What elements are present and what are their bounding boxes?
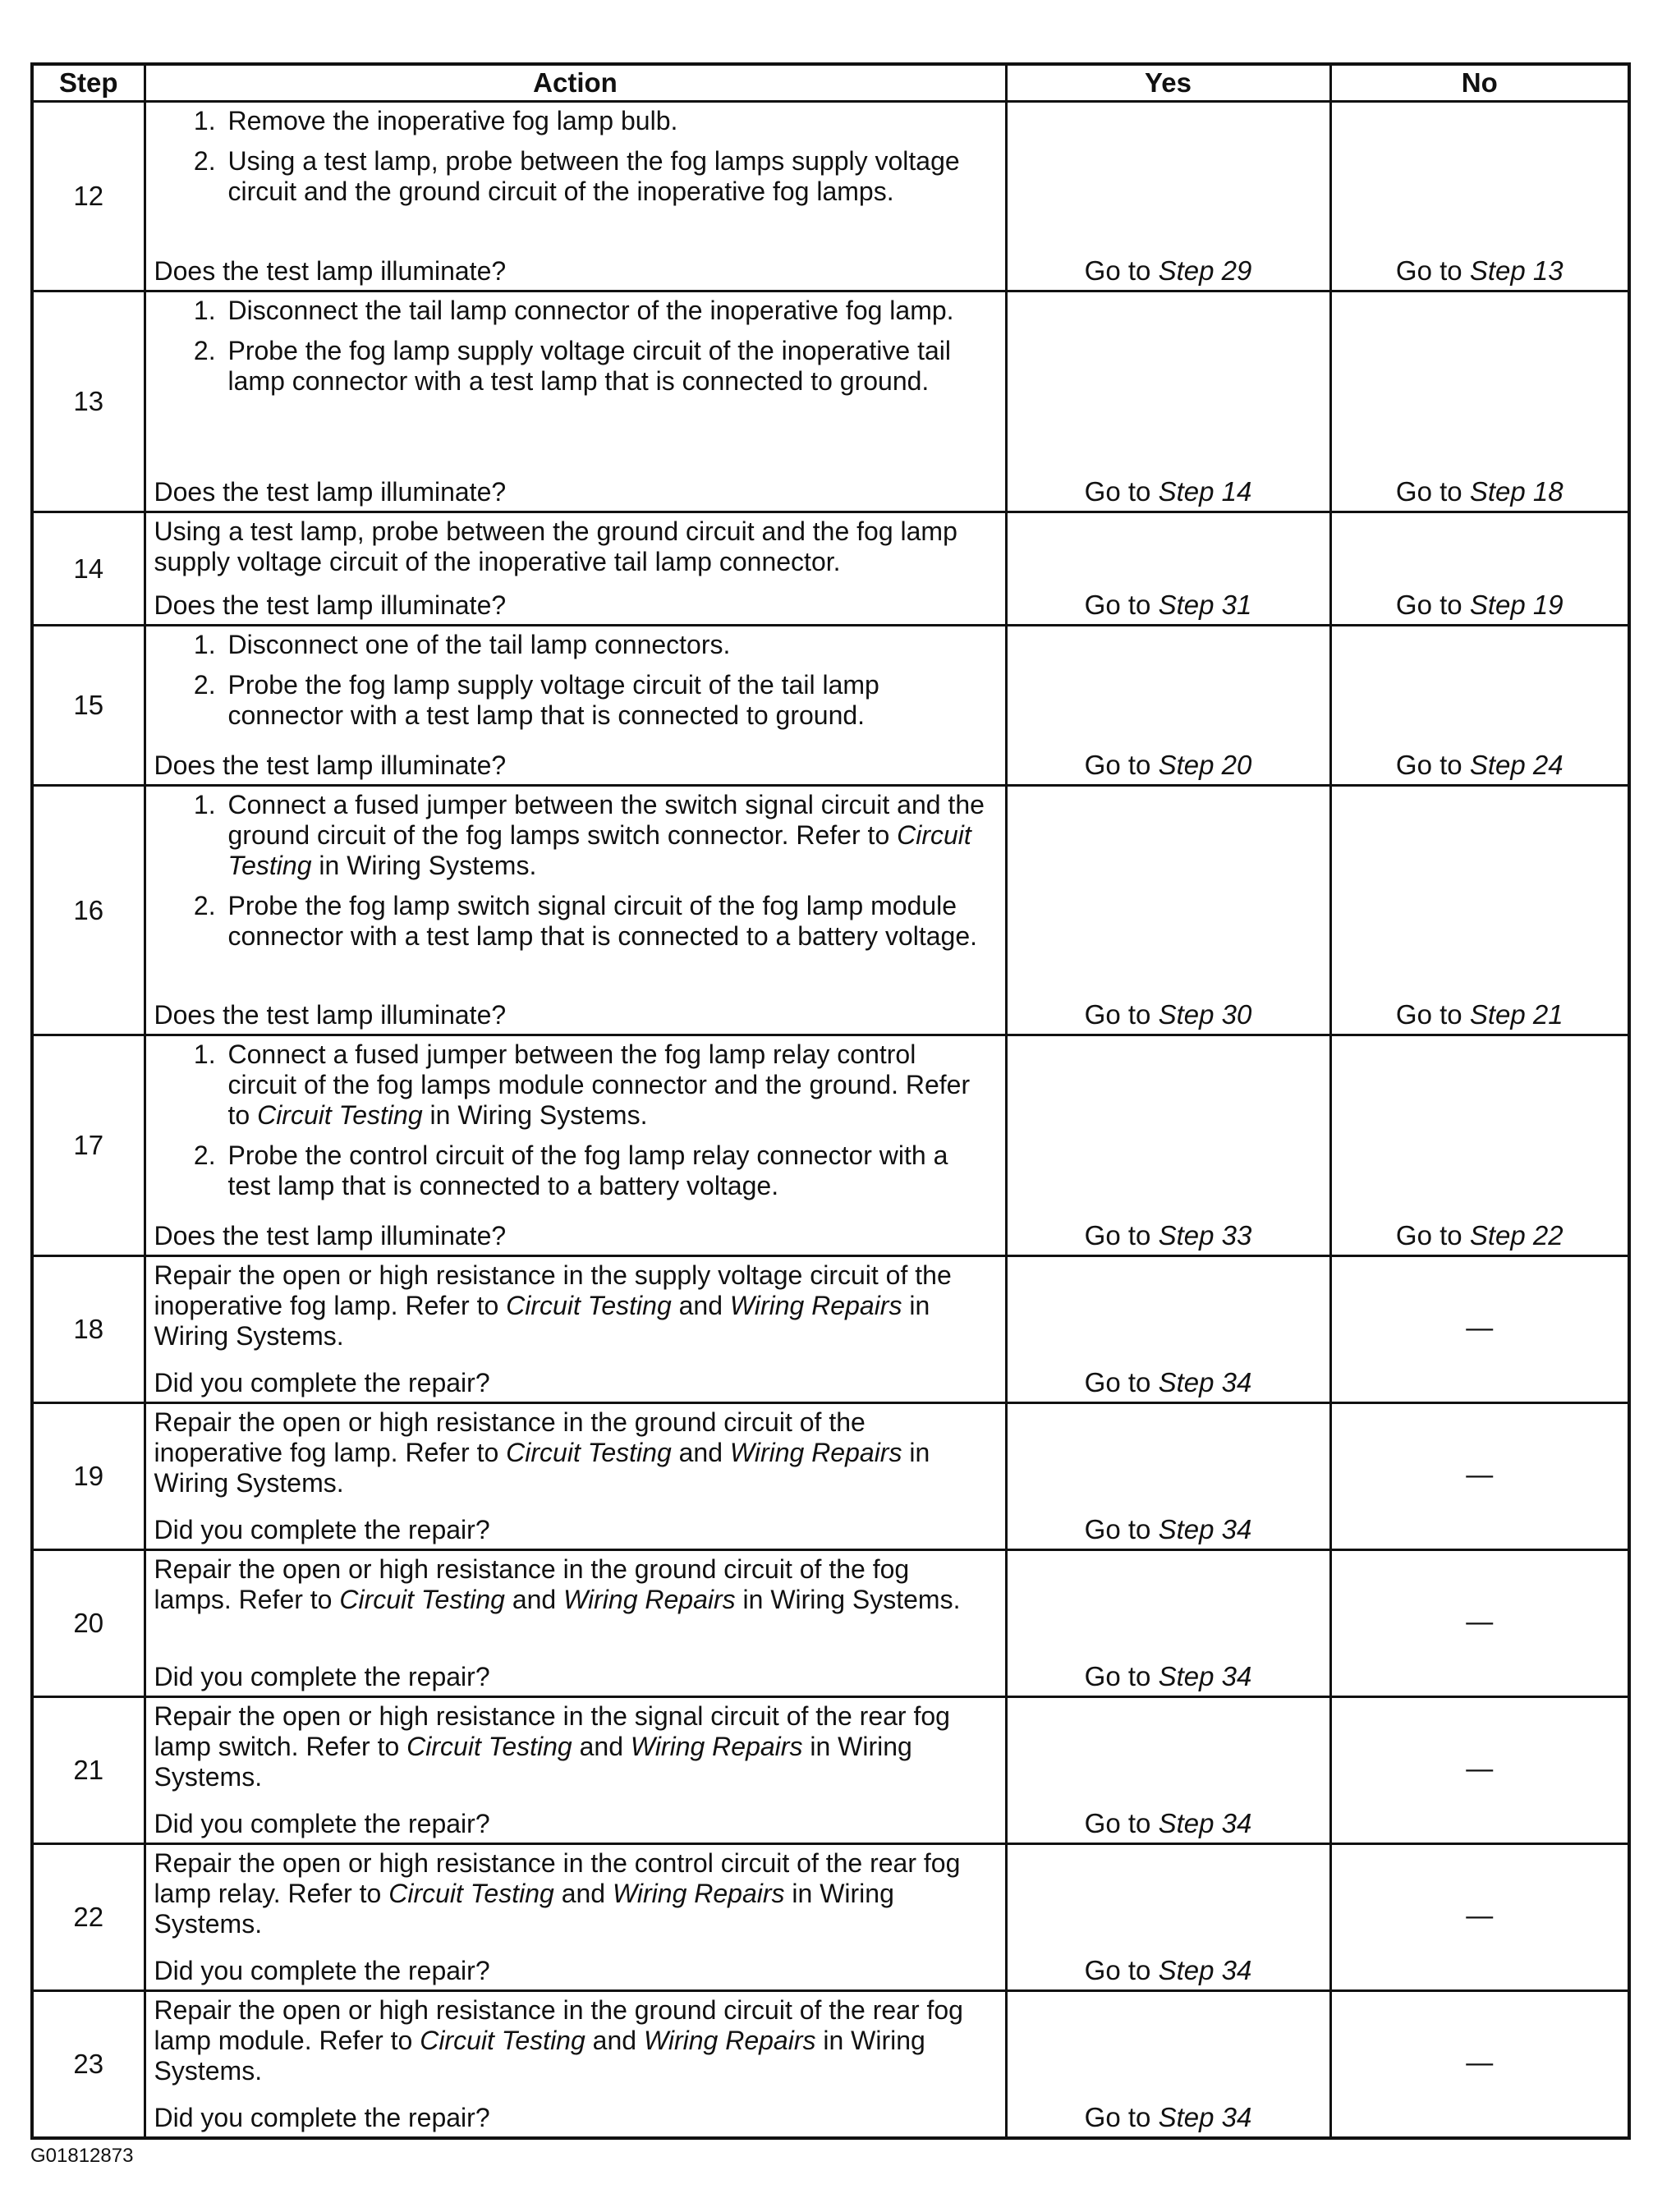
- no-result: [1330, 102, 1629, 291]
- text-segment: Repair the open or high resistance in the ground circuit of the inoperative fog lamp. Refer to: [154, 1407, 866, 1467]
- yes-result: [1006, 1697, 1330, 1844]
- action-step: [223, 336, 992, 397]
- action-body: [154, 1995, 992, 2101]
- table-row: [32, 626, 1629, 786]
- action-text: [154, 1407, 992, 1498]
- text-segment: Go to: [1084, 476, 1159, 507]
- action-cell: [145, 1550, 1006, 1697]
- action-content: [154, 1039, 992, 1251]
- text-segment: Go to: [1395, 590, 1470, 620]
- italic-reference: Step 19: [1469, 590, 1563, 620]
- italic-reference: Circuit Testing: [420, 2026, 585, 2055]
- action-text: [154, 516, 992, 577]
- italic-reference: Step 22: [1469, 1220, 1563, 1251]
- italic-reference: Step 34: [1158, 1661, 1252, 1691]
- action-content: [154, 1995, 992, 2133]
- action-step: [223, 630, 992, 660]
- no-result: [1330, 512, 1629, 626]
- text-segment: Probe the fog lamp switch signal circuit of the fog lamp module connector with a test lamp that is connected to a battery voltage.: [227, 891, 978, 951]
- action-question: Does the test lamp illuminate?: [154, 750, 507, 780]
- table-row: [32, 1844, 1629, 1991]
- action-question: Does the test lamp illuminate?: [154, 1221, 507, 1251]
- no-result: [1330, 1035, 1629, 1256]
- action-cell: [145, 1035, 1006, 1256]
- text-segment: —: [1466, 1606, 1494, 1636]
- action-step: [223, 790, 992, 881]
- text-segment: Repair the open or high resistance in the control circuit of the rear fog lamp relay. Refer to: [154, 1848, 961, 1908]
- text-segment: in Wiring Systems.: [154, 1879, 894, 1939]
- action-cell: [145, 626, 1006, 786]
- italic-reference: Step 30: [1158, 999, 1252, 1030]
- text-segment: and: [671, 1291, 730, 1320]
- diagnostic-table: [30, 62, 1631, 2140]
- text-segment: Go to: [1084, 1367, 1159, 1397]
- action-step: [223, 1140, 992, 1201]
- action-cell: [145, 1403, 1006, 1550]
- header-yes: Yes: [1006, 64, 1330, 102]
- action-body: [154, 1039, 992, 1219]
- italic-reference: Circuit Testing: [339, 1585, 505, 1614]
- text-segment: Go to: [1084, 255, 1159, 286]
- no-result: [1330, 291, 1629, 512]
- yes-result: [1006, 1991, 1330, 2138]
- header-row: [32, 64, 1629, 102]
- yes-result: [1006, 1256, 1330, 1403]
- text-segment: —: [1466, 1900, 1494, 1930]
- action-steps-list: [154, 630, 992, 731]
- table-row: [32, 1991, 1629, 2138]
- action-cell: [145, 1697, 1006, 1844]
- text-segment: Connect a fused jumper between the switch signal circuit and the ground circuit of the fog lamps switch connector. Refer to: [227, 790, 985, 850]
- italic-reference: Step 20: [1158, 750, 1252, 780]
- table-row: [32, 102, 1629, 291]
- header-no: No: [1330, 64, 1629, 102]
- action-step: [223, 146, 992, 207]
- text-segment: and: [585, 2026, 644, 2055]
- action-content: [154, 106, 992, 287]
- action-steps-list: [154, 106, 992, 207]
- action-steps-list: [154, 790, 992, 952]
- text-segment: Repair the open or high resistance in the signal circuit of the rear fog lamp switch. Refer to: [154, 1701, 950, 1761]
- step-number: 19: [32, 1403, 145, 1550]
- action-question: Did you complete the repair?: [154, 2102, 490, 2132]
- action-step: [223, 296, 992, 326]
- italic-reference: Wiring Repairs: [643, 2026, 816, 2055]
- action-cell: [145, 1844, 1006, 1991]
- figure-id: G01812873: [30, 2145, 134, 2167]
- italic-reference: Step 34: [1158, 1955, 1252, 1985]
- step-number: 13: [32, 291, 145, 512]
- text-segment: Disconnect one of the tail lamp connectors.: [227, 630, 731, 659]
- action-body: [154, 1260, 992, 1366]
- text-segment: Go to: [1084, 1808, 1159, 1838]
- action-question: Does the test lamp illuminate?: [154, 256, 507, 286]
- action-body: [154, 296, 992, 475]
- action-content: [154, 790, 992, 1030]
- italic-reference: Circuit Testing: [506, 1291, 672, 1320]
- italic-reference: Step 29: [1158, 255, 1252, 286]
- action-content: [154, 630, 992, 781]
- text-segment: Remove the inoperative fog lamp bulb.: [227, 106, 678, 135]
- italic-reference: Step 34: [1158, 1808, 1252, 1838]
- header-step: Step: [32, 64, 145, 102]
- action-body: [154, 1848, 992, 1954]
- table-row: [32, 1697, 1629, 1844]
- italic-reference: Wiring Repairs: [612, 1879, 785, 1908]
- action-text: [154, 1554, 992, 1615]
- action-question: Does the test lamp illuminate?: [154, 1000, 507, 1030]
- action-content: [154, 296, 992, 507]
- italic-reference: Wiring Repairs: [729, 1438, 902, 1467]
- text-segment: and: [671, 1438, 730, 1467]
- action-question: Did you complete the repair?: [154, 1956, 490, 1985]
- yes-result: [1006, 626, 1330, 786]
- italic-reference: Circuit Testing: [506, 1438, 672, 1467]
- yes-result: [1006, 291, 1330, 512]
- yes-result: [1006, 1844, 1330, 1991]
- step-number: 21: [32, 1697, 145, 1844]
- italic-reference: Step 34: [1158, 1514, 1252, 1544]
- text-segment: Go to: [1084, 750, 1159, 780]
- yes-result: [1006, 1403, 1330, 1550]
- text-segment: and: [504, 1585, 564, 1614]
- action-question: Did you complete the repair?: [154, 1368, 490, 1397]
- table-row: [32, 1256, 1629, 1403]
- action-cell: [145, 1256, 1006, 1403]
- yes-result: [1006, 102, 1330, 291]
- italic-reference: Step 18: [1469, 476, 1563, 507]
- table-row: [32, 291, 1629, 512]
- text-segment: —: [1466, 1312, 1494, 1342]
- text-segment: —: [1466, 1459, 1494, 1489]
- italic-reference: Circuit Testing: [227, 820, 971, 880]
- no-result: [1330, 1844, 1629, 1991]
- table-row: [32, 1550, 1629, 1697]
- italic-reference: Step 13: [1469, 255, 1563, 286]
- text-segment: Go to: [1084, 1220, 1159, 1251]
- yes-result: [1006, 1550, 1330, 1697]
- text-segment: Go to: [1084, 590, 1159, 620]
- italic-reference: Wiring Repairs: [563, 1585, 736, 1614]
- table-row: [32, 1035, 1629, 1256]
- no-result: [1330, 626, 1629, 786]
- text-segment: —: [1466, 1753, 1494, 1783]
- text-segment: in Wiring Systems.: [422, 1100, 648, 1130]
- table-row: [32, 512, 1629, 626]
- step-number: 23: [32, 1991, 145, 2138]
- action-body: [154, 630, 992, 749]
- action-content: [154, 1260, 992, 1398]
- yes-result: [1006, 786, 1330, 1035]
- table-body: [32, 102, 1629, 2138]
- text-segment: Go to: [1395, 476, 1470, 507]
- action-cell: [145, 1991, 1006, 2138]
- no-result: [1330, 1550, 1629, 1697]
- text-segment: Go to: [1395, 750, 1470, 780]
- action-content: [154, 1407, 992, 1545]
- text-segment: Repair the open or high resistance in the supply voltage circuit of the inoperative fog lamp. Refer to: [154, 1260, 952, 1320]
- table-row: [32, 1403, 1629, 1550]
- yes-result: [1006, 512, 1330, 626]
- italic-reference: Circuit Testing: [388, 1879, 554, 1908]
- action-step: [223, 1039, 992, 1131]
- action-question: Does the test lamp illuminate?: [154, 590, 507, 620]
- text-segment: and: [553, 1879, 613, 1908]
- text-segment: Go to: [1084, 1955, 1159, 1985]
- no-result: [1330, 1991, 1629, 2138]
- text-segment: Go to: [1084, 1661, 1159, 1691]
- italic-reference: Step 24: [1469, 750, 1563, 780]
- action-text: [154, 1848, 992, 1939]
- text-segment: Go to: [1084, 1514, 1159, 1544]
- text-segment: and: [572, 1732, 631, 1761]
- action-cell: [145, 786, 1006, 1035]
- text-segment: Disconnect the tail lamp connector of the inoperative fog lamp.: [227, 296, 954, 325]
- action-content: [154, 516, 992, 621]
- text-segment: Using a test lamp, probe between the fog lamps supply voltage circuit and the ground circuit of the inoperative fog lamps.: [227, 146, 960, 206]
- action-cell: [145, 512, 1006, 626]
- action-cell: [145, 102, 1006, 291]
- action-body: [154, 1407, 992, 1513]
- italic-reference: Step 34: [1158, 1367, 1252, 1397]
- italic-reference: Step 34: [1158, 2101, 1252, 2132]
- action-body: [154, 790, 992, 998]
- text-segment: in Wiring Systems.: [154, 2026, 925, 2086]
- table-row: [32, 786, 1629, 1035]
- text-segment: Repair the open or high resistance in the ground circuit of the fog lamps. Refer to: [154, 1554, 910, 1614]
- action-step: [223, 106, 992, 136]
- italic-reference: Step 14: [1158, 476, 1252, 507]
- italic-reference: Step 31: [1158, 590, 1252, 620]
- action-body: [154, 106, 992, 255]
- step-number: 16: [32, 786, 145, 1035]
- text-segment: Go to: [1395, 1220, 1470, 1251]
- action-question: Does the test lamp illuminate?: [154, 477, 507, 507]
- text-segment: Connect a fused jumper between the fog lamp relay control circuit of the fog lamps module connector and the ground. Refer to: [227, 1039, 971, 1130]
- action-content: [154, 1848, 992, 1986]
- text-segment: Go to: [1395, 255, 1470, 286]
- step-number: 20: [32, 1550, 145, 1697]
- no-result: [1330, 1256, 1629, 1403]
- action-content: [154, 1554, 992, 1692]
- italic-reference: Step 33: [1158, 1220, 1252, 1251]
- action-text: [154, 1260, 992, 1352]
- action-body: [154, 1701, 992, 1807]
- header-action: Action: [145, 64, 1006, 102]
- step-number: 18: [32, 1256, 145, 1403]
- text-segment: Using a test lamp, probe between the ground circuit and the fog lamp supply voltage circuit of the inoperative tail lamp connector.: [154, 516, 957, 576]
- text-segment: in Wiring Systems.: [735, 1585, 961, 1614]
- step-number: 15: [32, 626, 145, 786]
- action-step: [223, 891, 992, 952]
- action-steps-list: [154, 1039, 992, 1201]
- italic-reference: Circuit Testing: [257, 1100, 423, 1130]
- text-segment: Probe the fog lamp supply voltage circuit of the inoperative tail lamp connector with a test lamp that is connected to ground.: [227, 336, 951, 396]
- yes-result: [1006, 1035, 1330, 1256]
- text-segment: Repair the open or high resistance in the ground circuit of the rear fog lamp module. Refer to: [154, 1995, 963, 2055]
- no-result: [1330, 786, 1629, 1035]
- step-number: 14: [32, 512, 145, 626]
- text-segment: Go to: [1395, 999, 1470, 1030]
- action-question: Did you complete the repair?: [154, 1515, 490, 1544]
- text-segment: Go to: [1084, 999, 1159, 1030]
- italic-reference: Wiring Repairs: [729, 1291, 902, 1320]
- action-content: [154, 1701, 992, 1839]
- no-result: [1330, 1697, 1629, 1844]
- no-result: [1330, 1403, 1629, 1550]
- text-segment: in Wiring Systems.: [311, 851, 537, 880]
- action-step: [223, 670, 992, 731]
- text-segment: in Wiring Systems.: [154, 1438, 930, 1498]
- action-cell: [145, 291, 1006, 512]
- italic-reference: Wiring Repairs: [630, 1732, 803, 1761]
- action-body: [154, 516, 992, 589]
- step-number: 22: [32, 1844, 145, 1991]
- action-question: Did you complete the repair?: [154, 1662, 490, 1691]
- text-segment: Probe the control circuit of the fog lamp relay connector with a test lamp that is connected to a battery voltage.: [227, 1140, 948, 1200]
- text-segment: in Wiring Systems.: [154, 1732, 912, 1792]
- text-segment: —: [1466, 2046, 1494, 2077]
- action-text: [154, 1701, 992, 1792]
- action-body: [154, 1554, 992, 1660]
- action-question: Did you complete the repair?: [154, 1809, 490, 1838]
- action-steps-list: [154, 296, 992, 397]
- step-number: 17: [32, 1035, 145, 1256]
- text-segment: in Wiring Systems.: [154, 1291, 930, 1351]
- text-segment: Probe the fog lamp supply voltage circuit of the tail lamp connector with a test lamp that is connected to ground.: [227, 670, 879, 730]
- italic-reference: Circuit Testing: [406, 1732, 572, 1761]
- italic-reference: Step 21: [1469, 999, 1563, 1030]
- action-text: [154, 1995, 992, 2086]
- step-number: 12: [32, 102, 145, 291]
- text-segment: Go to: [1084, 2101, 1159, 2132]
